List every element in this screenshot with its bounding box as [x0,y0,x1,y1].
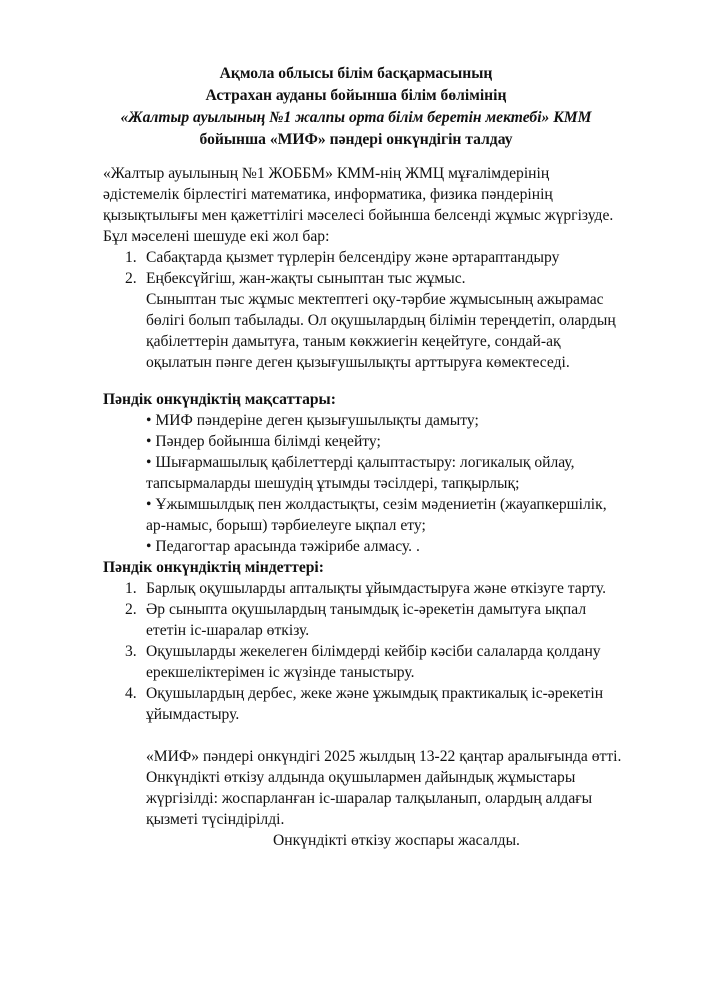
task-line: ететін іс-шаралар өткізу. [146,622,310,639]
goal-line: • Шығармашылық қабілеттерді қалыптастыру: логикалық ойлау, [146,454,575,471]
continuation-line: қабілеттерін дамытуға, таным көкжиегін кеңейтуге, сондай-ақ [146,333,561,350]
closing-line: Онкүндікті өткізу алдында оқушылармен дайындық жұмыстары [146,769,576,786]
task-number: 4. [125,685,137,702]
header-line-2: Астрахан ауданы бойынша білім бөлімінің [205,87,507,104]
task-line: Оқушылардың дербес, жеке және ұжымдық практикалық іс-әрекетін [146,685,604,702]
list-item: Еңбексүйгіш, жан-жақты сыныптан тыс жұмыс. [146,270,466,287]
task-line: Барлық оқушыларды апталықты ұйымдастыруға және өткізуге тарту. [146,580,607,597]
task-line: ерекшеліктерімен іс жүзінде таныстыру. [146,664,415,681]
continuation-line: Сыныптан тыс жұмыс мектептегі оқу-тәрбие жұмысының ажырамас [146,291,604,308]
header-line-1: Ақмола облысы білім басқармасының [219,65,493,82]
continuation-line: бөлігі болып табылады. Ол оқушылардың білімін тереңдетіп, олардың [146,312,616,329]
task-line: ұйымдастыру. [146,706,240,723]
closing-line: қызметі түсіндірілді. [146,811,285,828]
goal-line: • Педагогтар арасында тәжірибе алмасу. . [146,538,420,555]
list-number: 2. [125,270,137,287]
list-number: 1. [125,249,137,266]
continuation-line: оқылатын пәнге деген қызығушылықты арттыруға көмектеседі. [146,354,570,371]
task-line: Әр сыныпта оқушылардың танымдық іс-әрекетін дамытуға ықпал [146,601,587,618]
task-line: Оқушыларды жекелеген білімдерді кейбір кәсіби салаларда қолдану [146,643,601,660]
header-line-3: «Жалтыр ауылының №1 жалпы орта білім беретін мектебі» КММ [120,109,592,126]
closing-final-line: Онкүндікті өткізу жоспары жасалды. [273,832,520,849]
task-number: 1. [125,580,137,597]
task-number: 2. [125,601,137,618]
goal-line: • Ұжымшылдық пен жолдастықты, сезім мәдениетін (жауапкершілік, [146,496,607,513]
closing-line: «МИФ» пәндері онкүндігі 2025 жылдың 13-22 қаңтар аралығында өтті. [146,748,622,765]
goals-heading: Пәндік онкүндіктің мақсаттары: [103,391,336,408]
intro-line: «Жалтыр ауылының №1 ЖОББМ» КММ-нің ЖМЦ мұғалімдерінің [103,165,550,182]
goal-line: • Пәндер бойынша білімді кеңейту; [146,433,381,450]
goal-line: тапсырмаларды шешудің ұтымды тәсілдері, тапқырлық; [146,475,520,492]
intro-line: қызықтылығы мен қажеттілігі мәселесі бойынша белсенді жұмыс жүргізуде. [103,207,614,224]
goal-line: ар-намыс, борыш) тәрбиелеуге ықпал ету; [146,517,426,534]
header-line-4: бойынша «МИФ» пәндері онкүндігін талдау [199,131,513,148]
goal-line: • МИФ пәндеріне деген қызығушылықты дамыту; [146,412,479,429]
intro-line: әдістемелік бірлестігі математика, информатика, физика пәндерінің [103,186,553,203]
task-number: 3. [125,643,137,660]
intro-line: Бұл мәселені шешуде екі жол бар: [103,228,330,245]
closing-line: жүргізілді: жоспарланған іс-шаралар талқыланып, олардың алдағы [146,790,593,807]
tasks-heading: Пәндік онкүндіктің міндеттері: [103,559,324,576]
list-item: Сабақтарда қызмет түрлерін белсендіру және әртараптандыру [146,249,560,266]
